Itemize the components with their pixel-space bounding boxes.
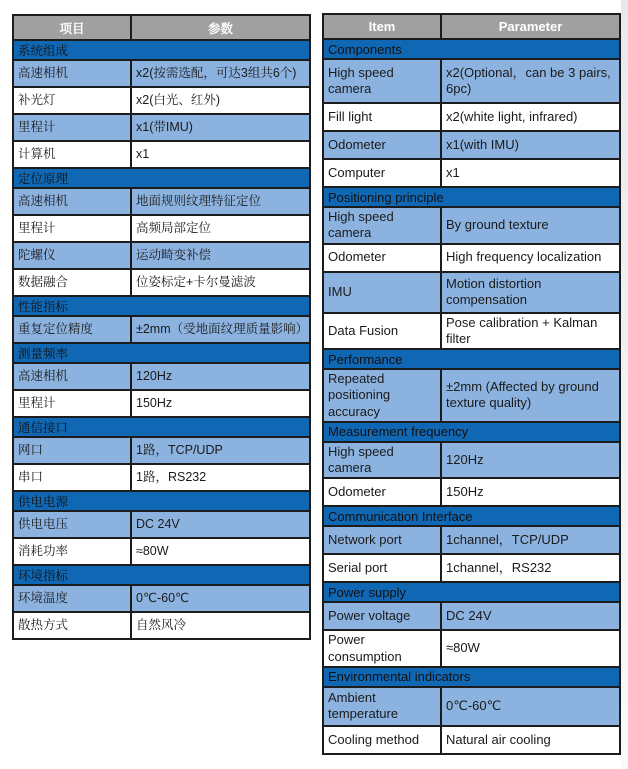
item-cell: IMU — [323, 272, 441, 313]
table-row — [13, 269, 310, 296]
header-row — [13, 15, 310, 40]
table-row — [323, 131, 620, 159]
item-cell: High speed camera — [323, 442, 441, 479]
table-row — [323, 478, 620, 506]
item-cell: 里程计 — [13, 114, 131, 141]
header-row — [323, 14, 620, 39]
section-label: 环境指标 — [13, 565, 310, 585]
item-cell: 里程计 — [13, 215, 131, 242]
section-row — [13, 343, 310, 363]
item-cell: 网口 — [13, 437, 131, 464]
table-row — [323, 630, 620, 667]
table-row — [13, 60, 310, 87]
item-cell: Power consumption — [323, 630, 441, 667]
table-row — [323, 103, 620, 131]
section-row — [13, 565, 310, 585]
table-row — [323, 687, 620, 726]
table-row — [323, 726, 620, 754]
table-row — [323, 369, 620, 422]
table-header-en — [323, 14, 620, 39]
item-cell: Ambient temperature — [323, 687, 441, 726]
item-cell: 里程计 — [13, 390, 131, 417]
section-row — [323, 506, 620, 526]
table-row — [323, 272, 620, 313]
table-row — [323, 159, 620, 187]
parameter-cell: x2(white light, infrared) — [441, 103, 620, 131]
parameter-cell: 120Hz — [131, 363, 310, 390]
item-cell: 补光灯 — [13, 87, 131, 114]
table-row — [323, 526, 620, 554]
item-cell: Cooling method — [323, 726, 441, 754]
table-row — [13, 585, 310, 612]
parameter-cell: Natural air cooling — [441, 726, 620, 754]
section-row — [323, 667, 620, 687]
item-cell: 高速相机 — [13, 188, 131, 215]
table-row — [323, 554, 620, 582]
parameter-cell: 120Hz — [441, 442, 620, 479]
section-row — [323, 187, 620, 207]
parameter-cell: 1channel，TCP/UDP — [441, 526, 620, 554]
parameter-cell: x1(with IMU) — [441, 131, 620, 159]
item-cell: Data Fusion — [323, 313, 441, 350]
table-row — [13, 188, 310, 215]
section-label: Components — [323, 39, 620, 59]
section-label: 系统组成 — [13, 40, 310, 60]
parameter-cell: Pose calibration + Kalman filter — [441, 313, 620, 350]
parameter-cell: By ground texture — [441, 207, 620, 244]
section-row — [323, 582, 620, 602]
parameter-cell: x2(Optional，can be 3 pairs, 6pc) — [441, 59, 620, 103]
item-cell: 散热方式 — [13, 612, 131, 639]
table-row — [323, 59, 620, 103]
item-cell: 陀螺仪 — [13, 242, 131, 269]
item-cell: Odometer — [323, 478, 441, 506]
parameter-cell: 地面规则纹理特征定位 — [131, 188, 310, 215]
table-row — [13, 141, 310, 168]
parameter-cell: 0℃-60℃ — [441, 687, 620, 726]
parameter-cell: x2(按需选配，可达3组共6个) — [131, 60, 310, 87]
section-label: Power supply — [323, 582, 620, 602]
item-cell: 计算机 — [13, 141, 131, 168]
parameter-cell: ≈80W — [441, 630, 620, 667]
item-cell: Odometer — [323, 131, 441, 159]
parameter-cell: 高频局部定位 — [131, 215, 310, 242]
parameter-cell: 0℃-60℃ — [131, 585, 310, 612]
table-body-en — [323, 39, 620, 754]
item-cell: High speed camera — [323, 59, 441, 103]
parameter-cell: 1路，RS232 — [131, 464, 310, 491]
section-row — [13, 417, 310, 437]
table-row — [323, 244, 620, 272]
table-row — [13, 612, 310, 639]
table-row — [13, 87, 310, 114]
parameter-cell: 运动畸变补偿 — [131, 242, 310, 269]
parameter-cell: 1路，TCP/UDP — [131, 437, 310, 464]
section-label: Communication Interface — [323, 506, 620, 526]
column-header-parameter-zh: 参数 — [131, 15, 310, 40]
item-cell: 高速相机 — [13, 60, 131, 87]
item-cell: 重复定位精度 — [13, 316, 131, 343]
column-header-item-zh: 项目 — [13, 15, 131, 40]
column-header-item-en: Item — [323, 14, 441, 39]
parameter-cell: ±2mm（受地面纹理质量影响） — [131, 316, 310, 343]
item-cell: 高速相机 — [13, 363, 131, 390]
parameter-cell: 自然风冷 — [131, 612, 310, 639]
item-cell: Power voltage — [323, 602, 441, 630]
item-cell: High speed camera — [323, 207, 441, 244]
section-label: 定位原理 — [13, 168, 310, 188]
table-row — [13, 511, 310, 538]
section-label: 通信接口 — [13, 417, 310, 437]
specs-table-en — [322, 13, 621, 755]
table-row — [13, 363, 310, 390]
parameter-cell: 1channel，RS232 — [441, 554, 620, 582]
section-label: Measurement frequency — [323, 422, 620, 442]
parameter-cell: High frequency localization — [441, 244, 620, 272]
table-row — [13, 242, 310, 269]
specs-table-zh — [12, 14, 311, 640]
item-cell: 串口 — [13, 464, 131, 491]
item-cell: 消耗功率 — [13, 538, 131, 565]
column-header-parameter-en: Parameter — [441, 14, 620, 39]
section-row — [13, 491, 310, 511]
item-cell: Serial port — [323, 554, 441, 582]
section-label: Performance — [323, 349, 620, 369]
item-cell: Repeated positioning accuracy — [323, 369, 441, 422]
item-cell: Computer — [323, 159, 441, 187]
item-cell: 供电电压 — [13, 511, 131, 538]
item-cell: Network port — [323, 526, 441, 554]
parameter-cell: 位姿标定+卡尔曼滤波 — [131, 269, 310, 296]
section-row — [13, 40, 310, 60]
table-row — [323, 602, 620, 630]
section-label: 性能指标 — [13, 296, 310, 316]
item-cell: Fill light — [323, 103, 441, 131]
table-row — [13, 464, 310, 491]
section-row — [323, 422, 620, 442]
parameter-cell: x1(带IMU) — [131, 114, 310, 141]
section-label: Positioning principle — [323, 187, 620, 207]
table-header-zh — [13, 15, 310, 40]
parameter-cell: ≈80W — [131, 538, 310, 565]
table-row — [13, 437, 310, 464]
item-cell: 数据融合 — [13, 269, 131, 296]
table-row — [13, 215, 310, 242]
parameter-cell: DC 24V — [441, 602, 620, 630]
section-row — [13, 168, 310, 188]
table-row — [13, 538, 310, 565]
page-edge-strip — [621, 0, 628, 769]
item-cell: Odometer — [323, 244, 441, 272]
section-label: 供电电源 — [13, 491, 310, 511]
table-row — [323, 207, 620, 244]
parameter-cell: x2(白光、红外) — [131, 87, 310, 114]
parameter-cell: x1 — [131, 141, 310, 168]
table-row — [13, 316, 310, 343]
section-label: 测量频率 — [13, 343, 310, 363]
table-row — [13, 114, 310, 141]
parameter-cell: DC 24V — [131, 511, 310, 538]
table-row — [13, 390, 310, 417]
parameter-cell: x1 — [441, 159, 620, 187]
table-body-zh — [13, 40, 310, 639]
parameter-cell: 150Hz — [441, 478, 620, 506]
parameter-cell: 150Hz — [131, 390, 310, 417]
section-row — [323, 349, 620, 369]
parameter-cell: Motion distortion compensation — [441, 272, 620, 313]
parameter-cell: ±2mm (Affected by ground texture quality) — [441, 369, 620, 422]
table-row — [323, 442, 620, 479]
section-label: Environmental indicators — [323, 667, 620, 687]
item-cell: 环境温度 — [13, 585, 131, 612]
section-row — [323, 39, 620, 59]
section-row — [13, 296, 310, 316]
table-row — [323, 313, 620, 350]
